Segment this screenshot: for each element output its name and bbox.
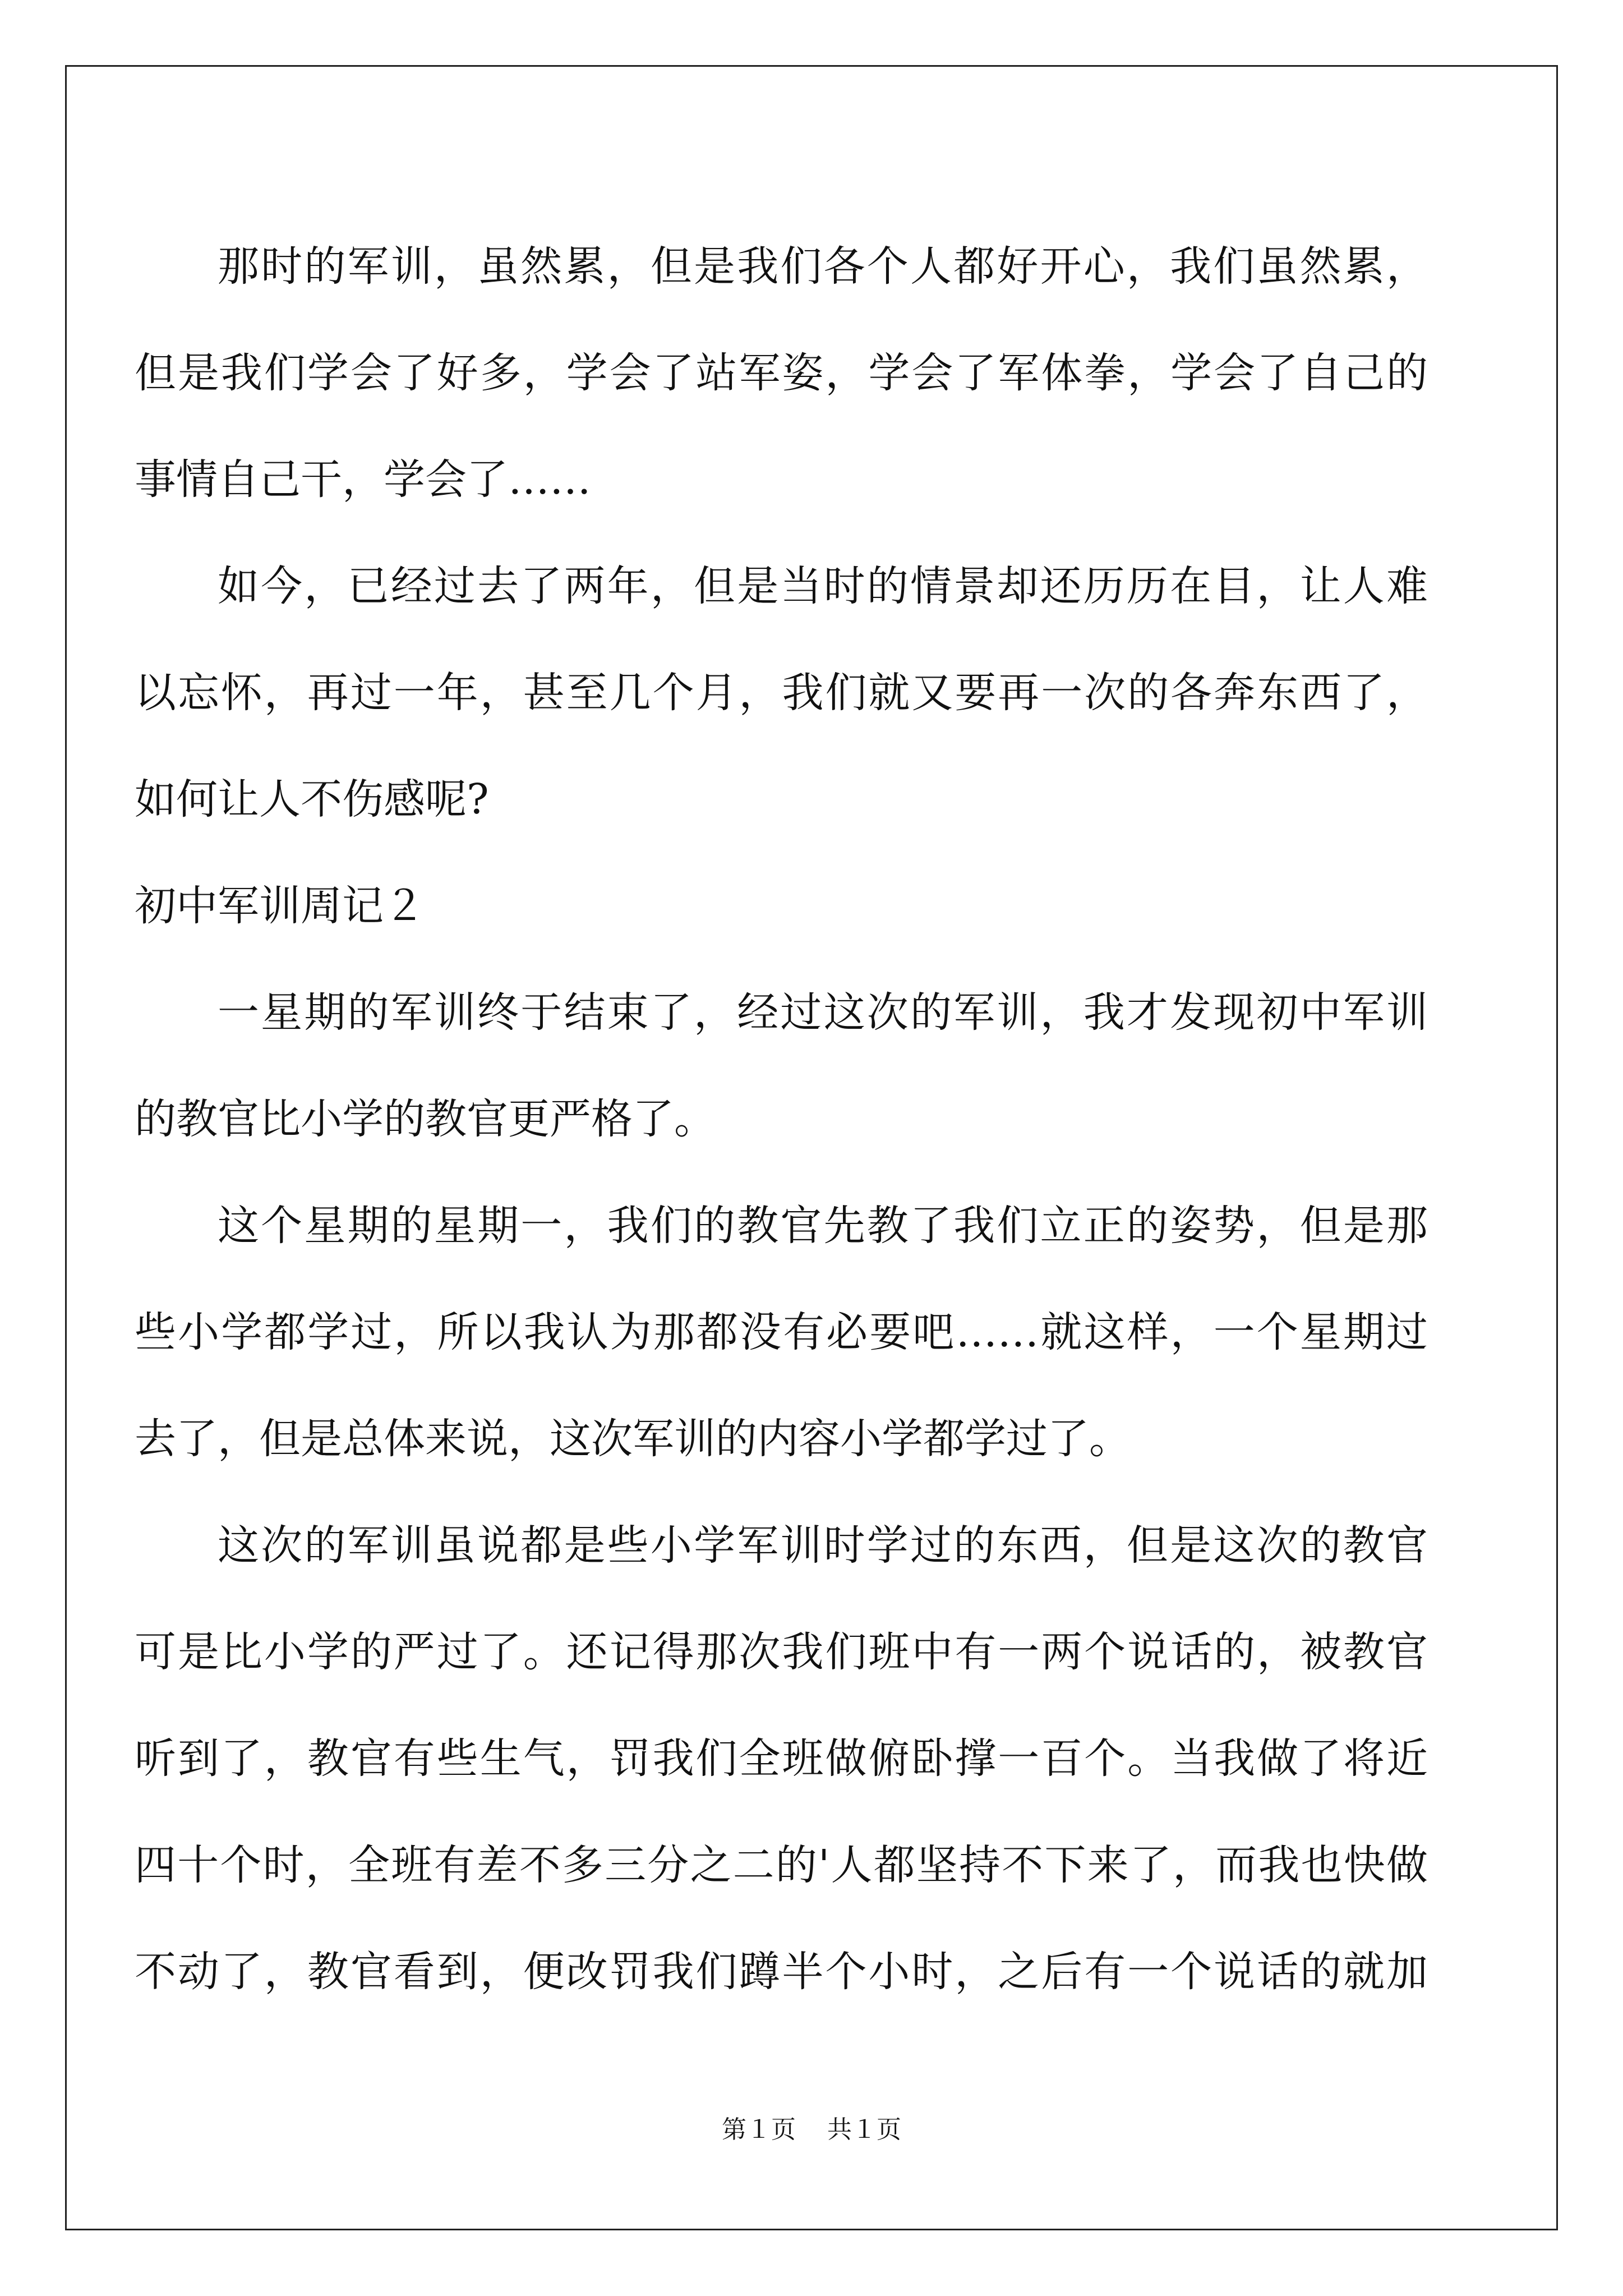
text-line: 些小学都学过，所以我认为那都没有必要吧……就这样，一个星期过	[135, 1308, 1428, 1356]
text-line: 听到了，教官有些生气，罚我们全班做俯卧撑一百个。当我做了将近	[135, 1734, 1428, 1783]
text-line: 那时的军训，虽然累，但是我们各个人都好开心，我们虽然累，	[218, 242, 1428, 291]
text-line: 的教官比小学的教官更严格了。	[135, 1095, 716, 1143]
text-line: 如今，已经过去了两年，但是当时的情景却还历历在目，让人难	[218, 562, 1428, 610]
document-body	[135, 213, 1428, 2025]
text-line: 这个星期的星期一，我们的教官先教了我们立正的姿势，但是那	[218, 1202, 1428, 1250]
section-heading: 初中军训周记２	[135, 882, 425, 930]
text-line: 一星期的军训终于结束了，经过这次的军训，我才发现初中军训	[218, 988, 1428, 1037]
text-line: 四十个时，全班有差不多三分之二的'人都坚持不下来了，而我也快做	[135, 1841, 1428, 1889]
text-line: 但是我们学会了好多，学会了站军姿，学会了军体拳，学会了自己的	[135, 349, 1428, 397]
text-line: 可是比小学的严过了。还记得那次我们班中有一两个说话的，被教官	[135, 1628, 1428, 1676]
text-line: 事情自己干，学会了……	[135, 455, 591, 504]
page-number: 第１页	[722, 2115, 796, 2144]
text-line: 这次的军训虽说都是些小学军训时学过的东西，但是这次的教官	[218, 1521, 1428, 1570]
text-line: 如何让人不伤感呢?	[135, 775, 489, 823]
text-line: 不动了，教官看到，便改罚我们蹲半个小时，之后有一个说话的就加	[135, 1948, 1428, 1996]
text-line: 以忘怀，再过一年，甚至几个月，我们就又要再一次的各奔东西了，	[135, 669, 1428, 717]
text-line: 去了，但是总体来说，这次军训的内容小学都学过了。	[135, 1415, 1131, 1463]
page-footer	[0, 2109, 1623, 2145]
page-total: 共１页	[827, 2115, 901, 2144]
